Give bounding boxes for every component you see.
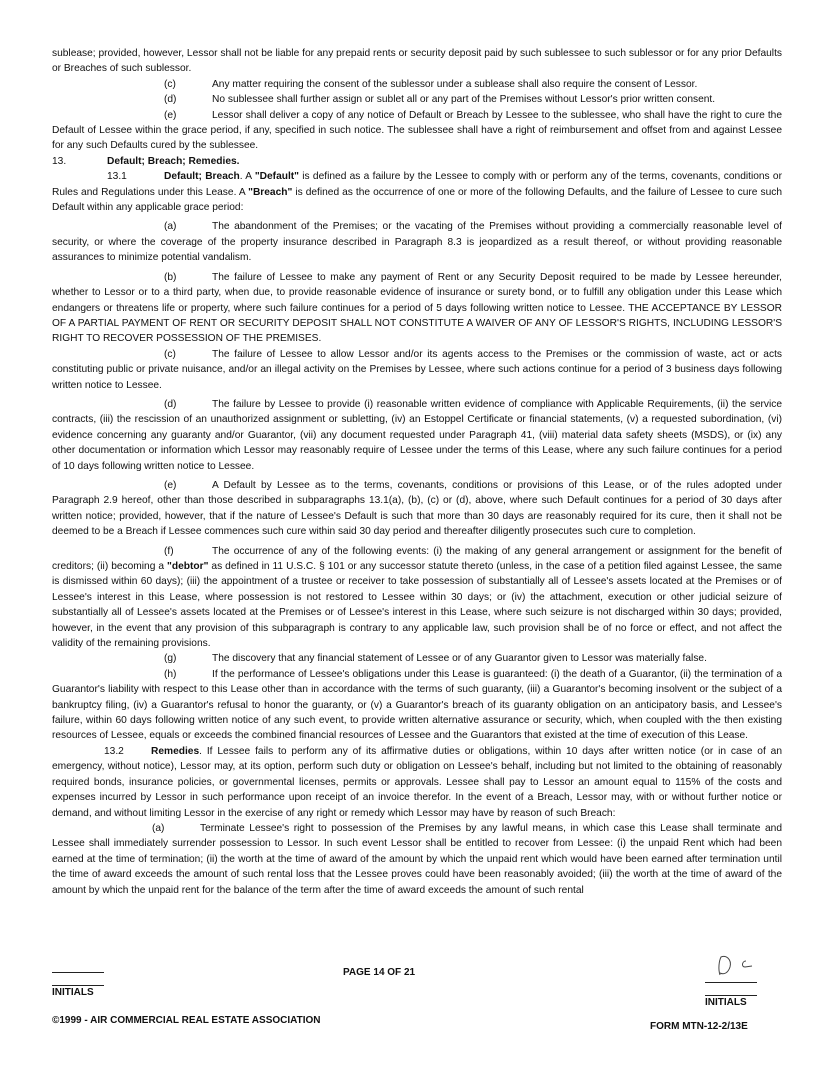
default-b-text: The failure of Lessee to make any payment of Rent or any Security Deposit required to be made by Lessee hereunder, whether to Lessor or to a third party, when due, to provide reasonable evidence of insurance or surety bond, or to fulfill any obligation under this Lease which endangers or threatens life or property, where such failure continues for a period of 5 days following written notice to Lessee. THE ACCEPTANCE BY LESSOR OF A PARTIAL PAYMENT OF RENT OR SECURITY DEPOSIT SHALL NOT CONSTITUTE A WAIVER OF ANY OF LESSOR'S RIGHTS, INCLUDING LESSOR'S RIGHT TO RECOVER POSSESSION OF THE PREMISES. xyxy=(52,271,782,345)
section-13-2-text: . If Lessee fails to perform any of its affirmative duties or obligations, within 10 days after written notice (or in case of an emergency, without notice), Lessor may, at its option, perform such duty or obligation on Lessee's behalf, including but not limited to the obtaining of reasonably required bonds, insurance policies, or governmental licenses, permits or approvals. Lessee shall pay to Lessor an amount equal to 115% of the costs and expenses incurred by Lessor in such performance upon receipt of an invoice therefor. In the event of a Breach, Lessor may, with or without further notice or demand, and without limiting Lessor in the exercise of any right or remedy which Lessor may have by reason of such Breach: xyxy=(52,745,782,819)
default-c-text: The failure of Lessee to allow Lessor and/or its agents access to the Premises or the commission of waste, act or acts constituting public or private nuisance, and/or an illegal activity on the Premises by Lessee, where such actions continue for a period of 3 business days following written notice to Lessee. xyxy=(52,348,782,391)
intro-paragraph: sublease; provided, however, Lessor shall not be liable for any prepaid rents or security deposit paid by such sublessee to such sublessor or for any prior Defaults or Breaches of such sublessor. xyxy=(52,48,782,75)
initials-label-right: INITIALS xyxy=(705,997,747,1008)
section-13-number: 13. xyxy=(52,155,67,167)
item-d-text: No sublessee shall further assign or sublet all or any part of the Premises without Lessor's prior written consent. xyxy=(212,94,716,106)
section-13-2-number: 13.2 xyxy=(104,745,124,757)
default-e-label: (e) xyxy=(164,479,177,491)
initials-line-right-top xyxy=(705,982,757,983)
document-body xyxy=(52,46,782,898)
section-13-1-text-b: is defined as a failure by the Lessee to comply with or perform any of the terms, covenants, conditions or Rules and Regulations under this Lease. A xyxy=(52,171,782,198)
default-d xyxy=(52,397,782,474)
default-h-text: If the performance of Lessee's obligations under this Lease is guaranteed: (i) the death of a Guarantor, (ii) the termination of a Guarantor's liability with respect to this Lease other than in accordance with the terms of such guaranty, (iii) a Guarantor's becoming insolvent or the subject of a bankruptcy filing, (iv) a Guarantor's refusal to honor the guaranty, or (v) a Guarantor's breach of its guaranty obligation on an anticipatory basis, and Lessee's failure, within 60 days following written notice of any such event, to provide written alternative assurance or security, which, when coupled with the then existing resources of Lessee, equals or exceeds the combined financial resources of Lessee and the Guarantors that existed at the time of execution of this Lease. xyxy=(52,668,782,742)
default-h xyxy=(52,667,782,744)
initials-line-right[interactable] xyxy=(705,995,757,996)
default-g-label: (g) xyxy=(164,653,177,665)
item-c xyxy=(52,77,782,92)
form-number: FORM MTN-12-2/13E xyxy=(650,1021,748,1032)
item-c-label: (c) xyxy=(164,78,176,90)
section-13-2-title: Remedies xyxy=(151,745,200,757)
default-a xyxy=(52,219,782,265)
default-e xyxy=(52,478,782,540)
remedy-a xyxy=(52,821,782,898)
default-g xyxy=(52,651,782,666)
default-d-label: (d) xyxy=(164,398,177,410)
default-c xyxy=(52,347,782,393)
copyright: ©1999 - AIR COMMERCIAL REAL ESTATE ASSOCIATION xyxy=(52,1015,321,1026)
section-13-1 xyxy=(52,169,782,215)
debtor-term: "debtor" xyxy=(167,561,209,572)
default-a-label: (a) xyxy=(164,221,177,233)
section-13-2 xyxy=(52,744,782,821)
item-c-text: Any matter requiring the consent of the sublessor under a sublease shall also require the consent of Lessor. xyxy=(212,78,698,90)
remedy-a-text: Terminate Lessee's right to possession of the Premises by any lawful means, in which case this Lease shall terminate and Lessee shall immediately surrender possession to Lessor. In such event Lessor shall be entitled to recover from Lessee: (i) the unpaid Rent which had been earned at the time of termination; (ii) the worth at the time of award of the amount by which the unpaid rent which would have been earned after termination until the time of award exceeds the amount of such rental loss that the Lessee proves could have been reasonably avoided; (iii) the worth at the time of award of the amount by which the unpaid rent for the balance of the term after the time of award exceeds the amount of such rental xyxy=(52,822,782,896)
default-c-label: (c) xyxy=(164,348,176,360)
section-13-1-text-a: . A xyxy=(239,171,255,183)
section-13-heading xyxy=(52,154,782,169)
default-e-text: A Default by Lessee as to the terms, covenants, conditions or provisions of this Lease, or of the rules adopted under Paragraph 2.9 hereof, other than those described in subparagraphs 13.1(a), (b), (c) or (d), above, where such Default continues for a period of 30 days after written notice; provided, however, that if the nature of Lessee's Default is such that more than 30 days are reasonably required for its cure, then it shall not be deemed to be a Breach if Lessee commences such cure within said 30 day period and thereafter diligently prosecutes such cure to completion. xyxy=(52,479,782,538)
initials-signature xyxy=(712,953,764,981)
default-g-text: The discovery that any financial statement of Lessee or of any Guarantor given to Lessor was materially false. xyxy=(212,653,707,665)
item-e xyxy=(52,108,782,154)
initials-label-left: INITIALS xyxy=(52,987,94,998)
default-a-text: The abandonment of the Premises; or the vacating of the Premises without providing a commercially reasonable level of security, or where the coverage of the property insurance described in Paragraph 8.3 is jeopardized as a result thereof, or without providing reasonable assurances to minimize potential vandalism. xyxy=(52,221,782,264)
section-13-1-text-c: is defined as the occurrence of one or more of the following Defaults, and the failure of Lessee to cure such Default within any applicable grace period: xyxy=(52,186,783,214)
section-13-title: Default; Breach; Remedies. xyxy=(107,155,240,167)
default-term: "Default" xyxy=(254,171,300,183)
initials-line-left[interactable] xyxy=(52,985,104,986)
item-d-label: (d) xyxy=(164,94,177,106)
default-b xyxy=(52,270,782,347)
default-f-text-a: The occurrence of any of the following events: (i) the making of any general arrangement or assignment for the benefit of creditors; (ii) becoming a xyxy=(52,545,782,572)
section-13-1-title: Default; Breach xyxy=(164,171,240,183)
item-e-label: (e) xyxy=(164,109,177,121)
initials-line-left-top xyxy=(52,972,104,973)
default-f-text-b: as defined in 11 U.S.C. § 101 or any successor statute thereto (unless, in the case of a petition filed against Lessee, the same is dismissed within 60 days); (iii) the appointment of a trustee or receiver to take possession of substantially all of Lessee's assets located at the Premises or of Lessee's interest in this Lease, where possession is not restored to Lessee within 30 days; or (iv) the attachment, execution or other judicial seizure of substantially all of Lessee's assets located at the Premises or of Lessee's interest in this Lease, where such seizure is not discharged within 30 days; provided, however, in the event that any provision of this subparagraph is contrary to any applicable law, such provision shall be of no force or effect, and not affect the validity of the remaining provisions. xyxy=(52,561,782,650)
default-d-text: The failure by Lessee to provide (i) reasonable written evidence of compliance with Applicable Requirements, (ii) the service contracts, (iii) the rescission of an unauthorized assignment or subletting, (iv) an Estoppel Certificate or financial statements, (v) a requested subordination, (vi) evidence concerning any guaranty and/or Guarantor, (vii) any document requested under Paragraph 41, (viii) material data safety sheets (MSDS), or (ix) any other documentation or information which Lessor may reasonably require of Lessee under the terms of this Lease, where any such failure continues for a period of 10 days following written notice to Lessee. xyxy=(52,398,782,472)
default-h-label: (h) xyxy=(164,668,177,680)
default-f xyxy=(52,544,782,652)
page-number: PAGE 14 OF 21 xyxy=(343,967,416,978)
remedy-a-label: (a) xyxy=(152,822,165,834)
section-13-1-number: 13.1 xyxy=(107,171,127,183)
item-e-text: Lessor shall deliver a copy of any notice of Default or Breach by Lessee to the sublessee, who shall have the right to cure the Default of Lessee within the grace period, if any, specified in such notice. The sublessee shall have a right of reimbursement and offset from and against Lessee for any such Defaults cured by the sublessee. xyxy=(52,109,782,152)
item-d xyxy=(52,92,782,107)
default-b-label: (b) xyxy=(164,271,177,283)
default-f-label: (f) xyxy=(164,545,174,557)
breach-term: "Breach" xyxy=(248,186,293,198)
